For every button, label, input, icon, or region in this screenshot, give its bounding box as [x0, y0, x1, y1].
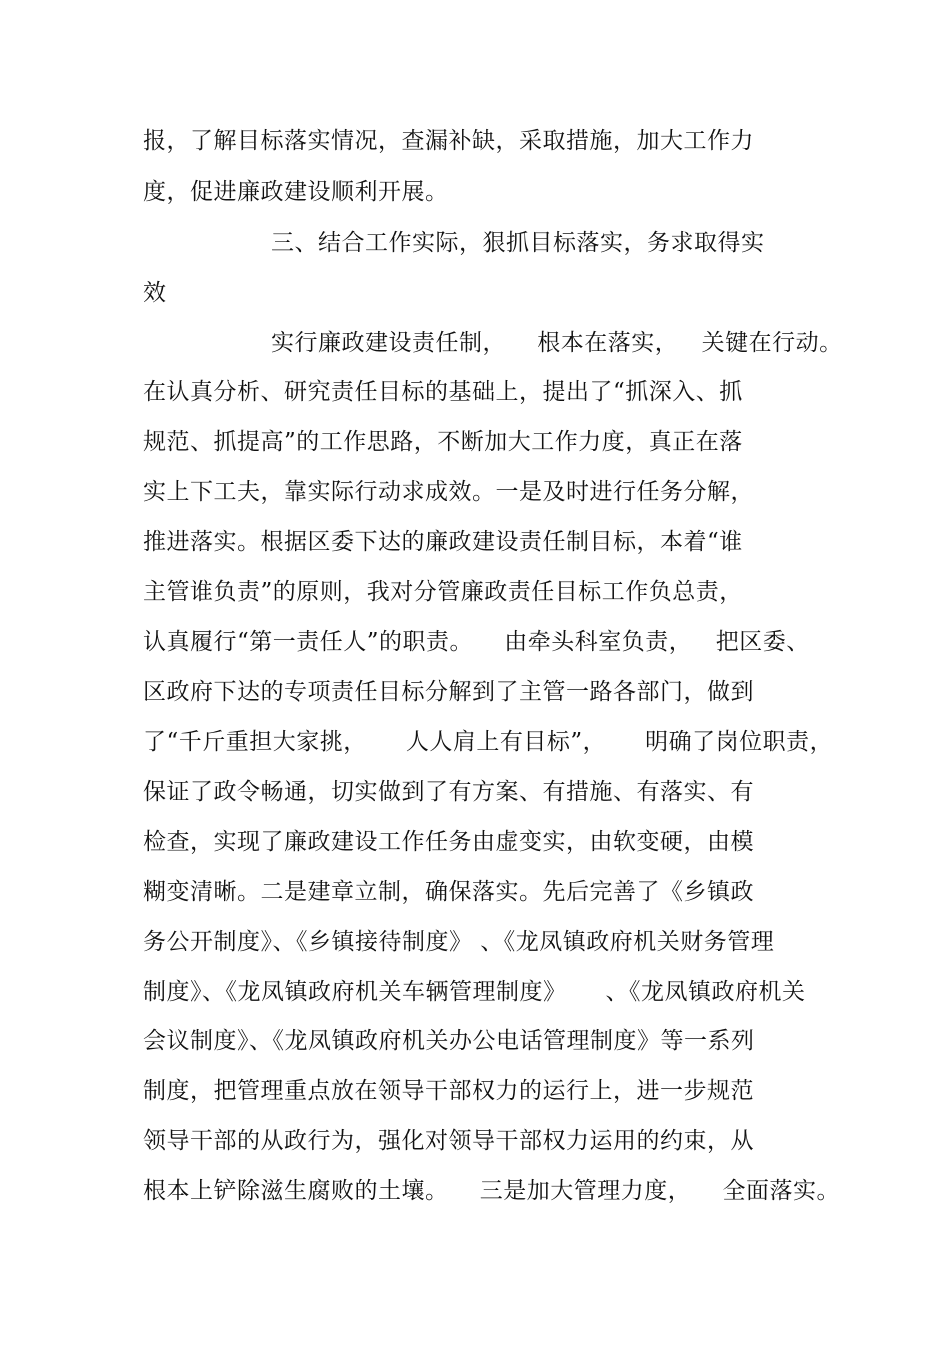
body-line-15: 检查，实现了廉政建设工作任务由虚变实，由软变硬，由模 — [143, 829, 754, 855]
body-line-9: 推进落实。根据区委下达的廉政建设责任制目标，本着“谁 — [143, 529, 743, 555]
body-line-2: 度，促进廉政建设顺利开展。 — [143, 179, 449, 205]
body-line-17: 务公开制度》、《乡镇接待制度》 、《龙凤镇政府机关财务管理 — [143, 929, 775, 955]
body-line-22: 根本上铲除滋生腐败的土壤。 三是加大管理力度， 全面落实。 — [143, 1178, 840, 1204]
body-line-7: 规范、抓提高”的工作思路，不断加大工作力度，真正在落 — [143, 429, 743, 455]
section-heading: 三、结合工作实际，狠抓目标落实，务求取得实 — [271, 230, 765, 256]
body-line-12: 区政府下达的专项责任目标分解到了主管一路各部门，做到 — [143, 679, 754, 705]
section-heading-continued: 效 — [143, 280, 167, 306]
body-line-21: 领导干部的从政行为，强化对领导干部权力运用的约束，从 — [143, 1128, 754, 1154]
body-line-10: 主管谁负责”的原则，我对分管廉政责任目标工作负总责， — [143, 579, 743, 605]
body-line-1: 报，了解目标落实情况，查漏补缺，采取措施，加大工作力 — [143, 128, 754, 154]
body-line-6: 在认真分析、研究责任目标的基础上，提出了“抓深入、抓 — [143, 379, 743, 405]
body-line-19: 会议制度》、《龙凤镇政府机关办公电话管理制度》等一系列 — [143, 1028, 755, 1054]
body-line-18: 制度》、《龙凤镇政府机关车辆管理制度》 、《龙凤镇政府机关 — [143, 979, 806, 1005]
body-line-8: 实上下工夫，靠实际行动求成效。一是及时进行任务分解， — [143, 479, 754, 505]
body-line-16: 糊变清晰。二是建章立制，确保落实。先后完善了《乡镇政 — [143, 879, 754, 905]
body-line-20: 制度，把管理重点放在领导干部权力的运行上，进一步规范 — [143, 1078, 754, 1104]
body-line-14: 保证了政令畅通，切实做到了有方案、有措施、有落实、有 — [143, 779, 754, 805]
body-line-13: 了“千斤重担大家挑， 人人肩上有目标”， 明确了岗位职责， — [143, 729, 834, 755]
body-line-11: 认真履行“第一责任人”的职责。 由牵头科室负责， 把区委、 — [143, 629, 810, 655]
paragraph-first-line: 实行廉政建设责任制， 根本在落实， 关键在行动。 — [271, 330, 843, 356]
